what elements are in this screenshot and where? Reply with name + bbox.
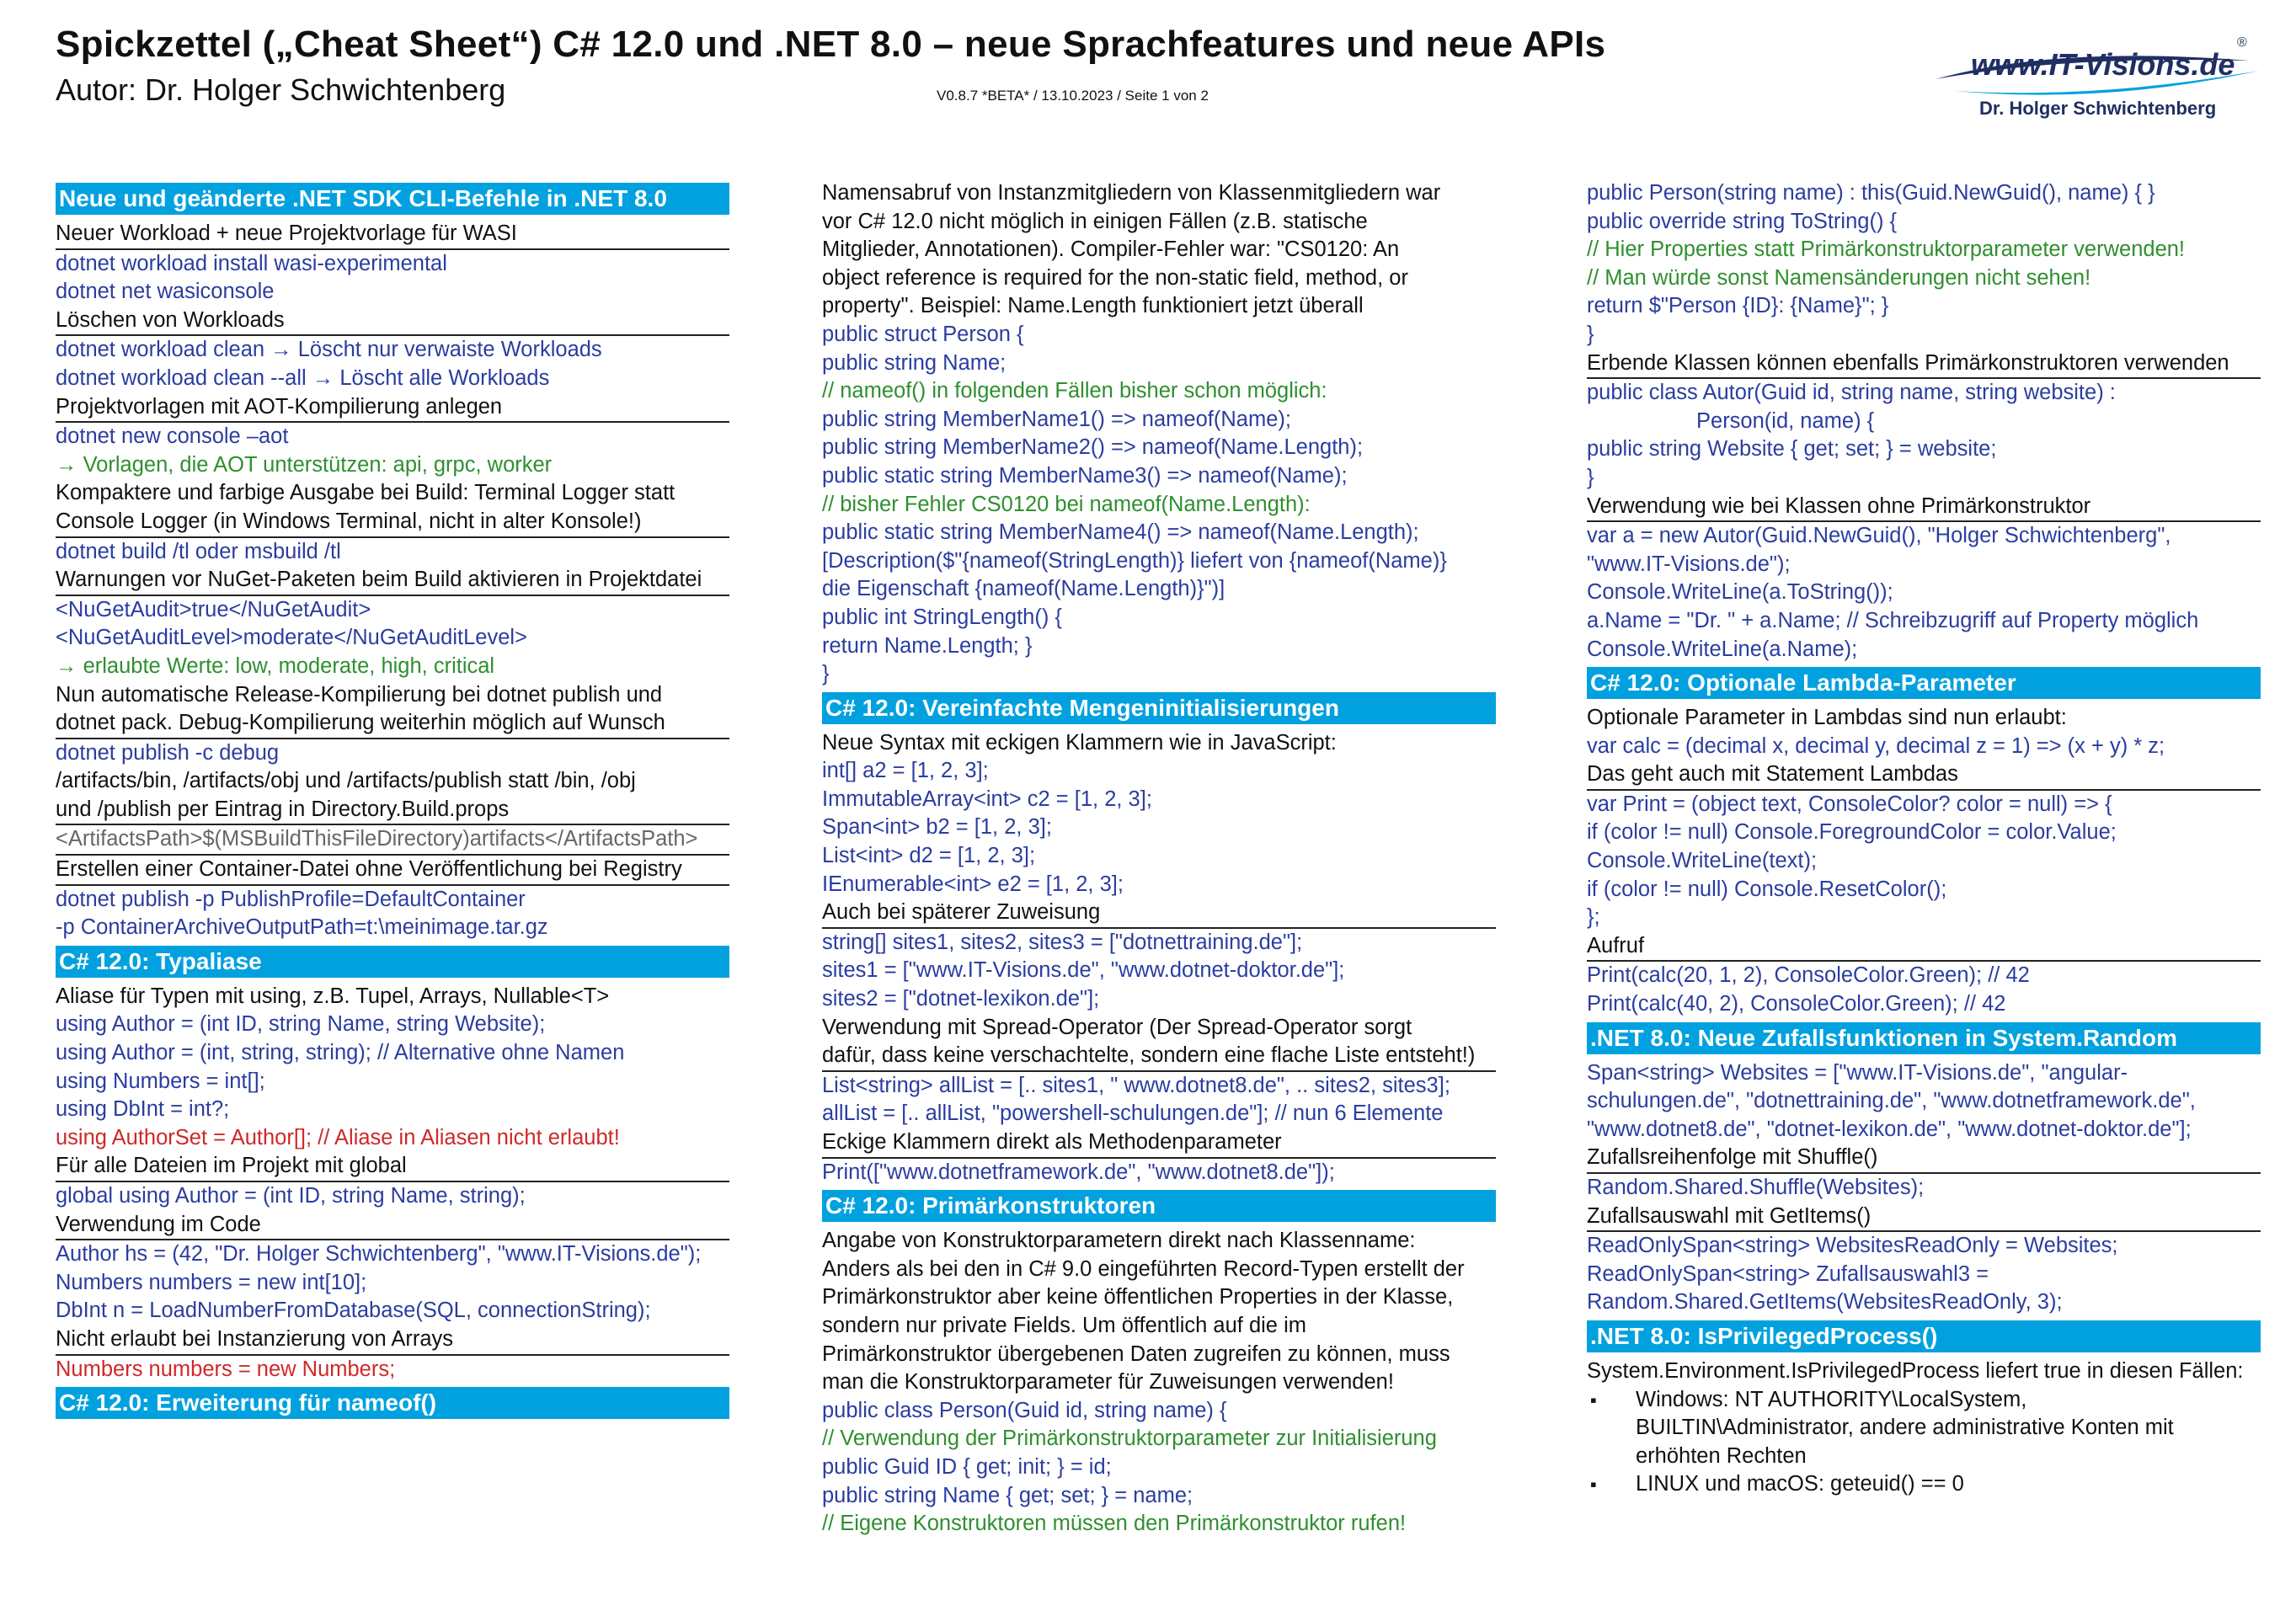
code-line: "www.IT-Visions.de"); bbox=[1587, 552, 1791, 576]
section-heading: C# 12.0: Vereinfachte Mengeninitialisierungen bbox=[822, 692, 1496, 724]
code-line: [Description($"{nameof(StringLength)} liefert von {nameof(Name)} bbox=[822, 548, 1447, 573]
code-line: Person(id, name) { bbox=[1696, 408, 1875, 433]
code-error: Numbers numbers = new Numbers; bbox=[56, 1357, 396, 1381]
code-line: public override string ToString() { bbox=[1587, 209, 1898, 233]
code-line: return Name.Length; } bbox=[822, 633, 1033, 658]
description-line: und /publish per Eintrag in Directory.Build.props bbox=[56, 796, 729, 826]
description-line: Verwendung im Code bbox=[56, 1211, 729, 1241]
text-line: object reference is required for the non-static field, method, or bbox=[822, 265, 1408, 290]
code-line: Author hs = (42, "Dr. Holger Schwichtenberg", "www.IT-Visions.de"); bbox=[56, 1242, 702, 1267]
code-line: public class Autor(Guid id, string name, string website) : bbox=[1587, 381, 2116, 405]
text-line: Mitglieder, Annotationen). Compiler-Fehler war: "CS0120: An bbox=[822, 237, 1400, 262]
description-line: dotnet pack. Debug-Kompilierung weiterhin möglich auf Wunsch bbox=[56, 709, 729, 739]
code-line: "www.dotnet8.de", "dotnet-lexikon.de", "www.dotnet-doktor.de"]; bbox=[1587, 1117, 2192, 1141]
logo-url: www.IT-Visions.de bbox=[1971, 47, 2235, 82]
code-line: public Person(string name) : this(Guid.NewGuid(), name) { } bbox=[1587, 181, 2155, 205]
description-line: Löschen von Workloads bbox=[56, 307, 729, 337]
code-line: } bbox=[1587, 322, 1594, 346]
code-comment: // Eigene Konstruktoren müssen den Primärkonstruktor rufen! bbox=[822, 1512, 1407, 1536]
code-line: Console.WriteLine(a.ToString()); bbox=[1587, 580, 1893, 605]
code-line: dotnet workload clean → Löscht nur verwaiste Workloads bbox=[56, 338, 602, 362]
code-line: public string Name; bbox=[822, 350, 1007, 375]
column-2 bbox=[822, 179, 1496, 1539]
code-line: var a = new Autor(Guid.NewGuid(), "Holger Schwichtenberg", bbox=[1587, 524, 2171, 548]
code-line: DbInt n = LoadNumberFromDatabase(SQL, connectionString); bbox=[56, 1299, 651, 1323]
code-line: public string MemberName2() => nameof(Name.Length); bbox=[822, 435, 1364, 460]
code-line: -p ContainerArchiveOutputPath=t:\meinimage.tar.gz bbox=[56, 915, 548, 940]
code-line: Random.Shared.GetItems(WebsitesReadOnly, 3); bbox=[1587, 1290, 2063, 1315]
code-line: die Eigenschaft {nameof(Name.Length)}")] bbox=[822, 577, 1225, 601]
description-line: Verwendung wie bei Klassen ohne Primärkonstruktor bbox=[1587, 493, 2261, 523]
code-line: dotnet workload install wasi-experimental bbox=[56, 251, 447, 275]
code-line: } bbox=[822, 662, 830, 686]
code-line: <NuGetAuditLevel>moderate</NuGetAuditLevel> bbox=[56, 626, 527, 650]
code-line: allList = [.. allList, "powershell-schulungen.de"]; // nun 6 Elemente bbox=[822, 1101, 1444, 1126]
code-line: public static string MemberName4() => nameof(Name.Length); bbox=[822, 520, 1419, 545]
code-line: List<int> d2 = [1, 2, 3]; bbox=[822, 844, 1036, 868]
text-line: Primärkonstruktor übergebenen Daten zugreifen zu können, muss bbox=[822, 1341, 1450, 1366]
section-heading: .NET 8.0: IsPrivilegedProcess() bbox=[1587, 1320, 2261, 1352]
code-line: Print(calc(40, 2), ConsoleColor.Green); // 42 bbox=[1587, 992, 2006, 1016]
code-line: }; bbox=[1587, 905, 1600, 930]
column-3 bbox=[1587, 179, 2261, 1499]
text-line: Optionale Parameter in Lambdas sind nun erlaubt: bbox=[1587, 706, 2067, 730]
code-comment: → erlaubte Werte: low, moderate, high, critical bbox=[56, 653, 495, 678]
code-line: if (color != null) Console.ResetColor(); bbox=[1587, 877, 1947, 901]
text-line: Anders als bei den in C# 9.0 eingeführten Record-Typen erstellt der bbox=[822, 1256, 1465, 1281]
description-line: Aufruf bbox=[1587, 932, 2261, 963]
text-line: property". Beispiel: Name.Length funktioniert jetzt überall bbox=[822, 294, 1364, 318]
code-line: using DbInt = int?; bbox=[56, 1097, 230, 1122]
section-heading: C# 12.0: Primärkonstruktoren bbox=[822, 1190, 1496, 1222]
bullet-item: ▪ Windows: NT AUTHORITY\LocalSystem, bbox=[1587, 1386, 2261, 1415]
text-line: /artifacts/bin, /artifacts/obj und /artifacts/publish statt /bin, /obj bbox=[56, 769, 636, 793]
code-line: schulungen.de", "dotnettraining.de", "www.dotnetframework.de", bbox=[1587, 1089, 2196, 1113]
column-1 bbox=[56, 179, 729, 1424]
code-line: sites1 = ["www.IT-Visions.de", "www.dotnet-doktor.de"]; bbox=[822, 958, 1345, 983]
code-line: dotnet workload clean --all → Löscht alle Workloads bbox=[56, 365, 550, 390]
description-line: Projektvorlagen mit AOT-Kompilierung anlegen bbox=[56, 393, 729, 424]
description-line: Eckige Klammern direkt als Methodenparameter bbox=[822, 1128, 1496, 1159]
description-line: Erstellen einer Container-Datei ohne Veröffentlichung bei Registry bbox=[56, 856, 729, 886]
description-line: Zufallsauswahl mit GetItems() bbox=[1587, 1203, 2261, 1233]
section-heading: C# 12.0: Optionale Lambda-Parameter bbox=[1587, 667, 2261, 699]
code-line: var Print = (object text, ConsoleColor? color = null) => { bbox=[1587, 792, 2112, 816]
code-line: Span<int> b2 = [1, 2, 3]; bbox=[822, 815, 1052, 840]
code-line: public static string MemberName3() => nameof(Name); bbox=[822, 463, 1348, 488]
code-line: if (color != null) Console.ForegroundColor = color.Value; bbox=[1587, 820, 2117, 845]
code-comment: // nameof() in folgenden Fällen bisher schon möglich: bbox=[822, 379, 1327, 403]
code-line: using Author = (int ID, string Name, string Website); bbox=[56, 1012, 546, 1037]
code-line: <ArtifactsPath>$(MSBuildThisFileDirectory)artifacts</ArtifactsPath> bbox=[56, 825, 729, 856]
code-line: public string Name { get; set; } = name; bbox=[822, 1483, 1193, 1507]
text-line: Kompaktere und farbige Ausgabe bei Build: Terminal Logger statt bbox=[56, 481, 675, 505]
version-info: V0.8.7 *BETA* / 13.10.2023 / Seite 1 von 2 bbox=[937, 88, 1209, 104]
code-comment: // bisher Fehler CS0120 bei nameof(Name.Length): bbox=[822, 492, 1311, 516]
code-line: public string MemberName1() => nameof(Name); bbox=[822, 407, 1291, 431]
section-heading: Neue und geänderte .NET SDK CLI-Befehle in .NET 8.0 bbox=[56, 183, 729, 215]
code-comment: // Man würde sonst Namensänderungen nicht sehen! bbox=[1587, 265, 2091, 290]
code-line: ReadOnlySpan<string> Zufallsauswahl3 = bbox=[1587, 1261, 1989, 1286]
code-line: } bbox=[1587, 465, 1594, 489]
bullet-continuation: BUILTIN\Administrator, andere administrative Konten mit bbox=[1636, 1416, 2174, 1440]
code-line: sites2 = ["dotnet-lexikon.de"]; bbox=[822, 987, 1100, 1011]
description-line: dafür, dass keine verschachtelte, sondern eine flache Liste entsteht!) bbox=[822, 1042, 1496, 1072]
code-line: ReadOnlySpan<string> WebsitesReadOnly = Websites; bbox=[1587, 1234, 2118, 1258]
text-line: Primärkonstruktor aber keine öffentlichen Properties in der Klasse, bbox=[822, 1285, 1454, 1309]
code-line: a.Name = "Dr. " + a.Name; // Schreibzugriff auf Property möglich bbox=[1587, 608, 2199, 632]
bullet-continuation: erhöhten Rechten bbox=[1636, 1443, 1807, 1468]
code-line: public class Person(Guid id, string name) { bbox=[822, 1398, 1227, 1422]
text-line: sondern nur private Fields. Um öffentlich auf die im bbox=[822, 1313, 1306, 1337]
logo-registered-mark: ® bbox=[2237, 35, 2247, 50]
text-line: man die Konstruktorparameter für Zuweisungen verwenden! bbox=[822, 1370, 1394, 1395]
text-line: Neue Syntax mit eckigen Klammern wie in JavaScript: bbox=[822, 730, 1337, 755]
code-line: string[] sites1, sites2, sites3 = ["dotnettraining.de"]; bbox=[822, 930, 1303, 954]
description-line: Das geht auch mit Statement Lambdas bbox=[1587, 760, 2261, 791]
text-line: vor C# 12.0 nicht möglich in einigen Fällen (z.B. statische bbox=[822, 209, 1368, 233]
code-line: dotnet publish -p PublishProfile=DefaultContainer bbox=[56, 887, 526, 911]
code-line: Console.WriteLine(text); bbox=[1587, 849, 1818, 873]
code-error: using AuthorSet = Author[]; // Aliase in Aliasen nicht erlaubt! bbox=[56, 1125, 620, 1149]
text-line: Namensabruf von Instanzmitgliedern von Klassenmitgliedern war bbox=[822, 181, 1441, 205]
code-comment: → Vorlagen, die AOT unterstützen: api, grpc, worker bbox=[56, 452, 553, 477]
description-line: Console Logger (in Windows Terminal, nicht in alter Konsole!) bbox=[56, 508, 729, 538]
code-line: Print(calc(20, 1, 2), ConsoleColor.Green); // 42 bbox=[1587, 963, 2030, 988]
description-line: Zufallsreihenfolge mit Shuffle() bbox=[1587, 1144, 2261, 1174]
author-line: Autor: Dr. Holger Schwichtenberg bbox=[56, 72, 506, 107]
description-line: Nicht erlaubt bei Instanzierung von Arrays bbox=[56, 1325, 729, 1356]
code-line: dotnet net wasiconsole bbox=[56, 280, 275, 304]
code-line: dotnet new console –aot bbox=[56, 424, 289, 449]
code-line: ImmutableArray<int> c2 = [1, 2, 3]; bbox=[822, 787, 1152, 811]
logo bbox=[1929, 34, 2266, 126]
code-line: using Author = (int, string, string); // Alternative ohne Namen bbox=[56, 1041, 625, 1065]
code-line: Print(["www.dotnetframework.de", "www.dotnet8.de"]); bbox=[822, 1160, 1335, 1184]
description-line: Erbende Klassen können ebenfalls Primärkonstruktoren verwenden bbox=[1587, 349, 2261, 380]
code-line: Random.Shared.Shuffle(Websites); bbox=[1587, 1176, 1925, 1199]
code-comment: // Verwendung der Primärkonstruktorparameter zur Initialisierung bbox=[822, 1427, 1437, 1451]
code-comment: // Hier Properties statt Primärkonstruktorparameter verwenden! bbox=[1587, 237, 2186, 262]
code-line: public string Website { get; set; } = website; bbox=[1587, 437, 1997, 461]
text-line: Angabe von Konstruktorparametern direkt nach Klassenname: bbox=[822, 1229, 1416, 1253]
code-line: public Guid ID { get; init; } = id; bbox=[822, 1454, 1112, 1479]
code-line: IEnumerable<int> e2 = [1, 2, 3]; bbox=[822, 872, 1124, 896]
code-line: Span<string> Websites = ["www.IT-Visions.de", "angular- bbox=[1587, 1060, 2128, 1085]
bullet-item: ▪ LINUX und macOS: geteuid() == 0 bbox=[1587, 1470, 2261, 1499]
code-line: Console.WriteLine(a.Name); bbox=[1587, 637, 1858, 661]
code-line: return $"Person {ID}: {Name}"; } bbox=[1587, 294, 1889, 318]
description-line: Für alle Dateien im Projekt mit global bbox=[56, 1152, 729, 1182]
code-line: List<string> allList = [.. sites1, " www.dotnet8.de", .. sites2, sites3]; bbox=[822, 1073, 1450, 1097]
code-line: dotnet publish -c debug bbox=[56, 740, 280, 765]
code-line: Numbers numbers = new int[10]; bbox=[56, 1270, 367, 1294]
description-line: Auch bei späterer Zuweisung bbox=[822, 899, 1496, 929]
text-line: Aliase für Typen mit using, z.B. Tupel, Arrays, Nullable<T> bbox=[56, 984, 610, 1008]
section-heading: C# 12.0: Erweiterung für nameof() bbox=[56, 1387, 729, 1419]
text-line: Verwendung mit Spread-Operator (Der Spread-Operator sorgt bbox=[822, 1015, 1412, 1039]
description-line: Neuer Workload + neue Projektvorlage für WASI bbox=[56, 220, 729, 250]
code-line: public int StringLength() { bbox=[822, 605, 1062, 629]
description-line: Warnungen vor NuGet-Paketen beim Build aktivieren in Projektdatei bbox=[56, 566, 729, 596]
code-line: dotnet build /tl oder msbuild /tl bbox=[56, 539, 341, 563]
logo-name: Dr. Holger Schwichtenberg bbox=[1979, 98, 2217, 119]
section-heading: C# 12.0: Typaliase bbox=[56, 946, 729, 978]
code-line: int[] a2 = [1, 2, 3]; bbox=[822, 759, 989, 783]
code-line: global using Author = (int ID, string Name, string); bbox=[56, 1184, 526, 1208]
page-title: Spickzettel („Cheat Sheet“) C# 12.0 und .NET 8.0 – neue Sprachfeatures und neue APIs bbox=[56, 24, 1606, 65]
section-heading: .NET 8.0: Neue Zufallsfunktionen in System.Random bbox=[1587, 1022, 2261, 1054]
code-line: <NuGetAudit>true</NuGetAudit> bbox=[56, 597, 371, 621]
code-line: using Numbers = int[]; bbox=[56, 1069, 265, 1093]
text-line: Nun automatische Release-Kompilierung bei dotnet publish und bbox=[56, 682, 663, 707]
text-line: System.Environment.IsPrivilegedProcess liefert true in diesen Fällen: bbox=[1587, 1358, 2244, 1383]
code-line: public struct Person { bbox=[822, 322, 1024, 346]
code-line: var calc = (decimal x, decimal y, decimal z = 1) => (x + y) * z; bbox=[1587, 733, 2165, 758]
